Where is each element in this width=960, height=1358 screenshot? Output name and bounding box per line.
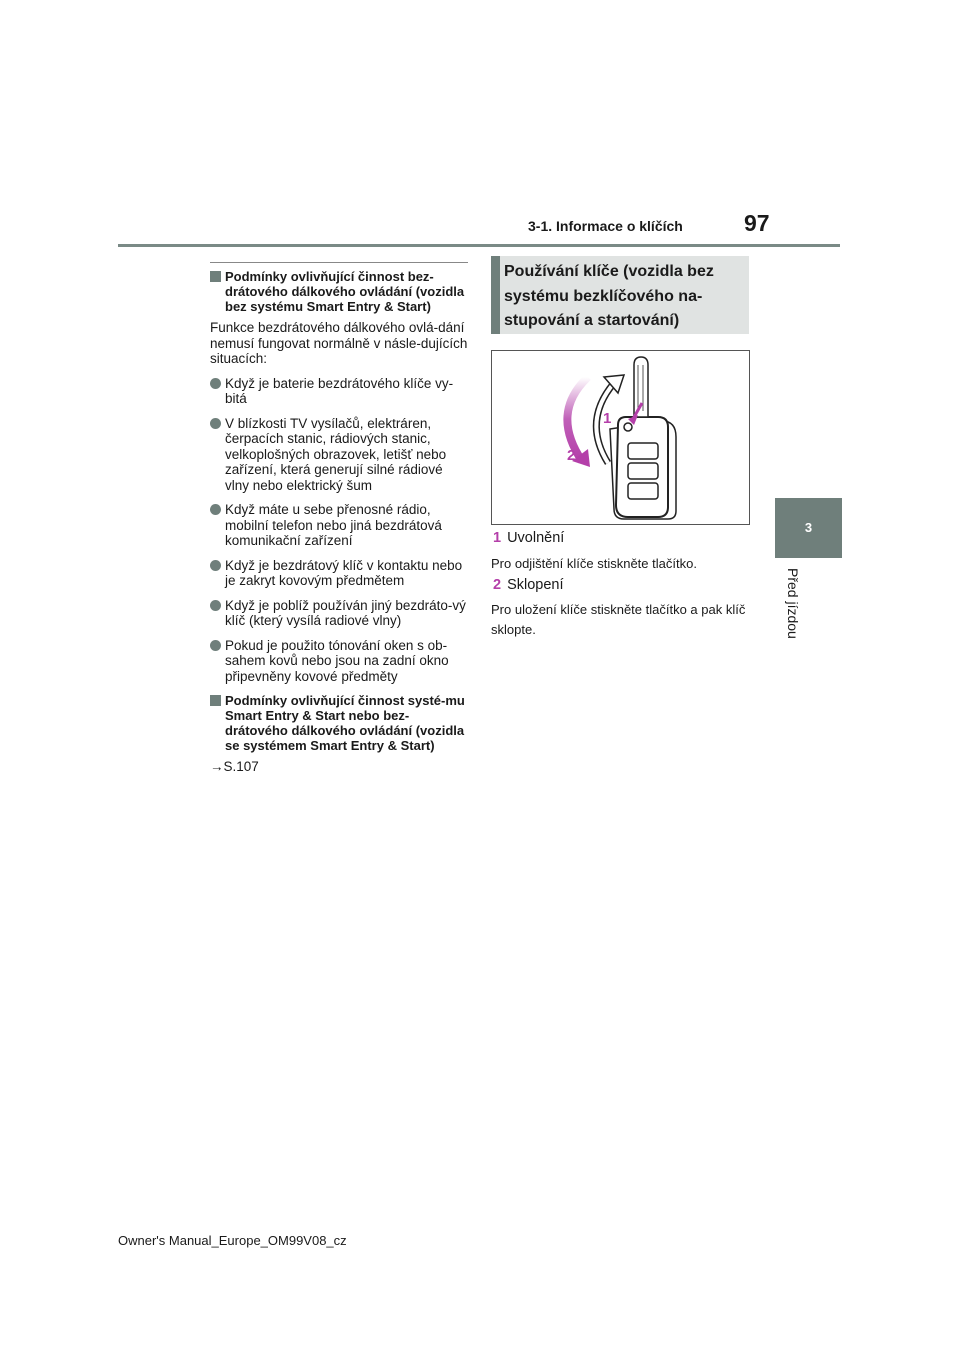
chapter-side-label xyxy=(783,560,803,660)
page-reference-link[interactable]: →S.107 xyxy=(210,759,259,774)
round-bullet-icon xyxy=(210,560,221,571)
list-item xyxy=(210,638,468,685)
round-bullet-icon xyxy=(210,504,221,515)
header-divider xyxy=(118,244,840,247)
list-item-text: Když máte u sebe přenosné rádio, mobilní telefon nebo jiná bezdrátová komunikační zařízení xyxy=(225,502,442,548)
section-heading-text: Používání klíče (vozidla bez systému bezklíčového na-stupování a startování) xyxy=(504,263,714,329)
section-heading-text: Podmínky ovlivňující činnost systé-mu Smart Entry & Start nebo bez-drátového dálkového ovládání (vozidla se systémem Smart Entry & Start) xyxy=(225,693,465,753)
list-item xyxy=(210,416,468,494)
chapter-side-label-text: Před jízdou xyxy=(785,568,801,639)
flip-key-drawing xyxy=(492,351,749,524)
step-description: Pro odjištění klíče stiskněte tlačítko. xyxy=(491,556,697,571)
page-number: 97 xyxy=(744,210,770,236)
figure-label-1: 1 xyxy=(603,410,612,427)
step-number: 2 xyxy=(493,577,502,593)
key-blade-icon xyxy=(634,357,648,417)
list-item xyxy=(210,598,468,629)
list-item-text: Když je bezdrátový klíč v kontaktu nebo je zakryt kovovým předmětem xyxy=(225,557,463,588)
key-button-icon xyxy=(628,463,658,479)
square-bullet-icon xyxy=(210,695,221,706)
left-column xyxy=(210,262,468,775)
step-title: Sklopení xyxy=(507,577,564,593)
list-item xyxy=(210,376,468,407)
section-heading-smart-entry xyxy=(210,693,468,753)
figure-label-2: 2 xyxy=(567,447,576,464)
round-bullet-icon xyxy=(210,640,221,651)
list-item xyxy=(210,502,468,549)
key-illustration xyxy=(491,350,750,525)
footer-doc-id: Owner's Manual_Europe_OM99V08_cz xyxy=(118,1233,347,1248)
step-2 xyxy=(493,577,564,593)
column-top-rule xyxy=(210,262,468,263)
step-description: Pro uložení klíče stiskněte tlačítko a pak klíč sklopte. xyxy=(491,602,746,637)
section-heading-box xyxy=(491,256,749,334)
running-header: 3-1. Informace o klíčích xyxy=(528,218,683,234)
key-button-icon xyxy=(628,443,658,459)
section-heading-wireless-conditions xyxy=(210,269,468,314)
square-bullet-icon xyxy=(210,271,221,282)
list-item-text: V blízkosti TV vysílačů, elektráren, čerpacích stanic, rádiových stanic, velkoplošných obrazovek, letišť nebo zařízení, která generují silné rádiové vlny nebo elektrický šum xyxy=(225,415,447,493)
section-intro: Funkce bezdrátového dálkového ovlá-dání nemusí fungovat normálně v násle-dujících situacích: xyxy=(210,320,468,366)
step-number: 1 xyxy=(493,530,502,546)
list-item-text: Když je baterie bezdrátového klíče vy-bitá xyxy=(225,375,454,406)
step-1 xyxy=(493,530,564,546)
heading-accent-bar xyxy=(491,256,500,334)
round-bullet-icon xyxy=(210,418,221,429)
list-item-text: Když je poblíž používán jiný bezdráto-vý klíč (který vysílá radiové vlny) xyxy=(225,597,466,628)
round-bullet-icon xyxy=(210,600,221,611)
list-item-text: Pokud je použito tónování oken s ob-sahem kovů nebo jsou na zadní okno připevněny kovové předměty xyxy=(225,637,449,684)
release-button-icon xyxy=(624,423,632,431)
chapter-tab[interactable]: 3 xyxy=(775,498,842,558)
key-button-icon xyxy=(628,483,658,499)
section-heading-text: Podmínky ovlivňující činnost bez-drátového dálkového ovládání (vozidla bez systému Smart Entry & Start) xyxy=(225,269,465,314)
step-title: Uvolnění xyxy=(507,530,565,546)
list-item xyxy=(210,558,468,589)
round-bullet-icon xyxy=(210,378,221,389)
